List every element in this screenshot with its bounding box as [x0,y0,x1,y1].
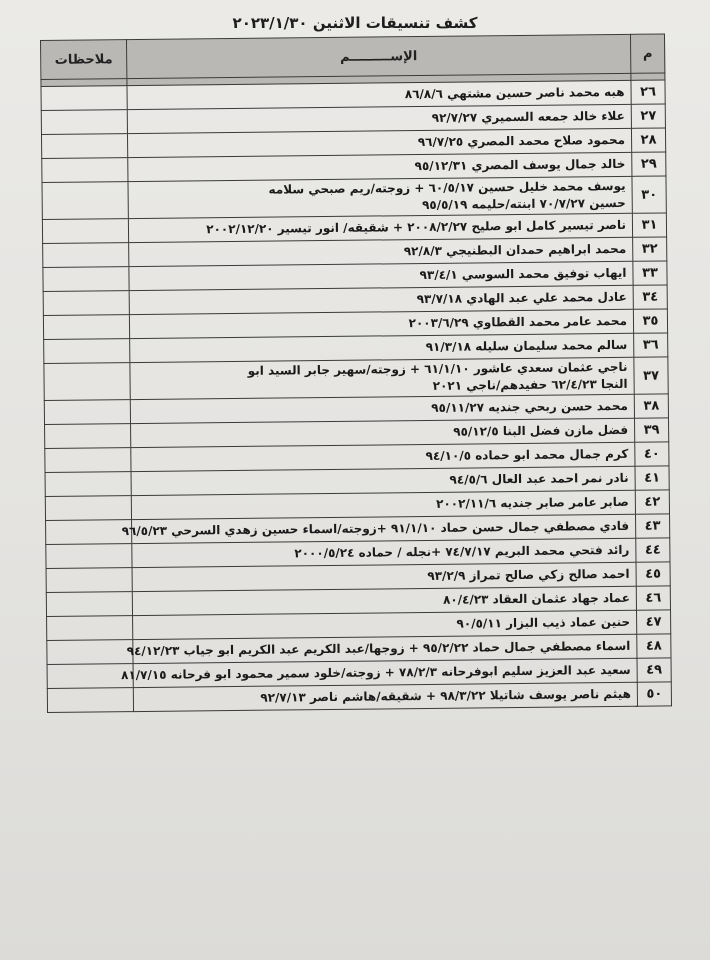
row-notes [43,267,129,292]
row-name: حنين عماد ذيب البزار ٩٠/٥/١١ [456,614,631,631]
row-number: ٢٦ [631,80,665,104]
row-name: سالم محمد سليمان سليله ٩١/٣/١٨ [425,337,628,354]
row-notes [41,86,127,111]
row-notes [47,640,133,665]
row-name: نادر نمر احمد عبد العال ٩٤/٥/٦ [449,470,629,487]
row-name: خالد جمال يوسف المصري ٩٥/١٢/٣١ [414,156,626,174]
row-notes [44,339,130,364]
row-name: ايهاب توفيق محمد السوسي ٩٣/٤/١ [419,265,627,283]
row-name-cell [133,682,637,711]
row-name: صابر عامر صابر جنديه ٢٠٠٢/١١/٦ [436,494,629,511]
row-name: فادي مصطفي جمال حسن حماد ٩١/١/١٠ +زوجته/اسماء حسين زهدي السرحي ٩٦/٥/٢٣ [121,518,630,539]
row-notes [43,315,129,340]
row-number: ٤٥ [636,562,670,586]
row-name: محمد حسن ربحي جنديه ٩٥/١١/٢٧ [431,398,628,415]
row-number: ٣٩ [634,418,668,442]
row-number: ٣٢ [633,237,667,261]
row-notes [47,688,133,713]
row-notes [45,496,131,521]
row-name: عادل محمد علي عبد الهادي ٩٣/٧/١٨ [416,289,627,307]
row-name: محمود صلاح محمد المصري ٩٦/٧/٢٥ [417,132,626,150]
row-notes [41,134,127,159]
table-row [47,682,671,713]
row-name: فضل مازن فضل البنا ٩٥/١٢/٥ [453,422,629,439]
row-name-cell [130,357,634,399]
row-name: هيثم ناصر يوسف شاتيلا ٩٨/٣/٢٢ + شقيقه/هاشم ناصر ٩٢/٧/١٣ [260,686,631,705]
row-notes [43,243,129,268]
header-row [41,34,665,80]
row-notes [43,291,129,316]
row-notes [45,448,131,473]
row-name-cell [128,176,632,218]
row-name: عماد جهاد عثمان العقاد ٨٠/٤/٢٣ [442,590,630,607]
row-notes [46,568,132,593]
row-number: ٢٧ [631,104,665,128]
row-number: ٣٥ [633,309,667,333]
row-name: سعيد عبد العزيز سليم ابوفرحانه ٧٨/٢/٣ + زوجته/خلود سمير محمود ابو فرحانه ٨١/٧/١٥ [121,662,631,683]
row-number: ٤٣ [635,514,669,538]
row-notes [47,616,133,641]
row-number: ٣٣ [633,261,667,285]
header-number: م [630,34,664,73]
row-name: رائد فتحي محمد البريم ٧٤/٧/١٧ +نجله / حماده ٢٠٠٠/٥/٢٤ [294,542,630,561]
row-notes [42,219,128,244]
row-number: ٥٠ [637,682,671,706]
row-number: ٤٤ [636,538,670,562]
row-number: ٤٩ [637,658,671,682]
row-notes [46,520,132,545]
row-notes [41,110,127,135]
row-name: ناصر تيسير كامل ابو صليح ٢٠٠٨/٢/٢٧ + شقيقه/ انور تيسير ٢٠٠٢/١٢/٢٠ [206,217,627,237]
row-number: ٣٤ [633,285,667,309]
row-name: علاء خالد جمعه السميري ٩٢/٧/٢٧ [431,108,625,125]
row-number: ٣٠ [632,176,666,213]
row-number: ٤٧ [637,610,671,634]
row-notes [46,592,132,617]
row-name: محمد عامر محمد القطاوي ٢٠٠٣/٦/٢٩ [408,313,628,331]
row-notes [42,158,128,183]
row-number: ٤٦ [636,586,670,610]
row-number: ٤١ [635,466,669,490]
row-notes [45,424,131,449]
row-number: ٤٠ [635,442,669,466]
row-name: هبه محمد ناصر حسين مشتهي ٨٦/٨/٦ [404,84,625,102]
row-notes [46,544,132,569]
row-notes [44,363,130,401]
row-notes [45,472,131,497]
row-name: احمد صالح زكي صالح تمراز ٩٣/٢/٩ [427,566,630,583]
row-name: يوسف محمد خليل حسين ٦٠/٥/١٧ + زوجته/ريم صبحي سلامه [268,178,626,197]
row-notes [42,182,128,220]
row-name: ناجي عثمان سعدي عاشور ٦١/١/١٠ + زوجته/سهير جابر السيد ابو [247,359,628,378]
row-name: محمد ابراهيم حمدان البطنيجي ٩٢/٨/٣ [403,241,627,259]
row-number: ٢٩ [632,152,666,176]
row-name-continued: حسين ٧٠/٧/٢٧ ابنته/حليمه ٩٥/٥/١٩ [421,195,626,213]
page-title: كشف تنسيقات الاثنين ٢٠٢٣/١/٣٠ [232,14,478,32]
row-name: اسماء مصطفي جمال حماد ٩٥/٢/٢٢ + زوجها/عبد الكريم عبد الكريم ابو جياب ٩٤/١٢/٢٣ [126,638,631,659]
row-name-continued: النجا ٦٢/٤/٢٣ حفيدهم/ناجي ٢٠٢١ [432,376,628,393]
row-number: ٤٨ [637,634,671,658]
row-name: كرم جمال محمد ابو حماده ٩٤/١٠/٥ [425,446,629,463]
row-notes [44,400,130,425]
table-body [41,80,672,713]
header-name: الإســـــــــم [127,34,631,78]
row-number: ٣٧ [634,357,668,394]
row-number: ٤٢ [635,490,669,514]
row-number: ٢٨ [631,128,665,152]
row-number: ٣٨ [634,394,668,418]
row-number: ٣٦ [634,333,668,357]
names-table [40,33,672,713]
row-number: ٣١ [632,213,666,237]
header-notes: ملاحظات [41,40,127,80]
